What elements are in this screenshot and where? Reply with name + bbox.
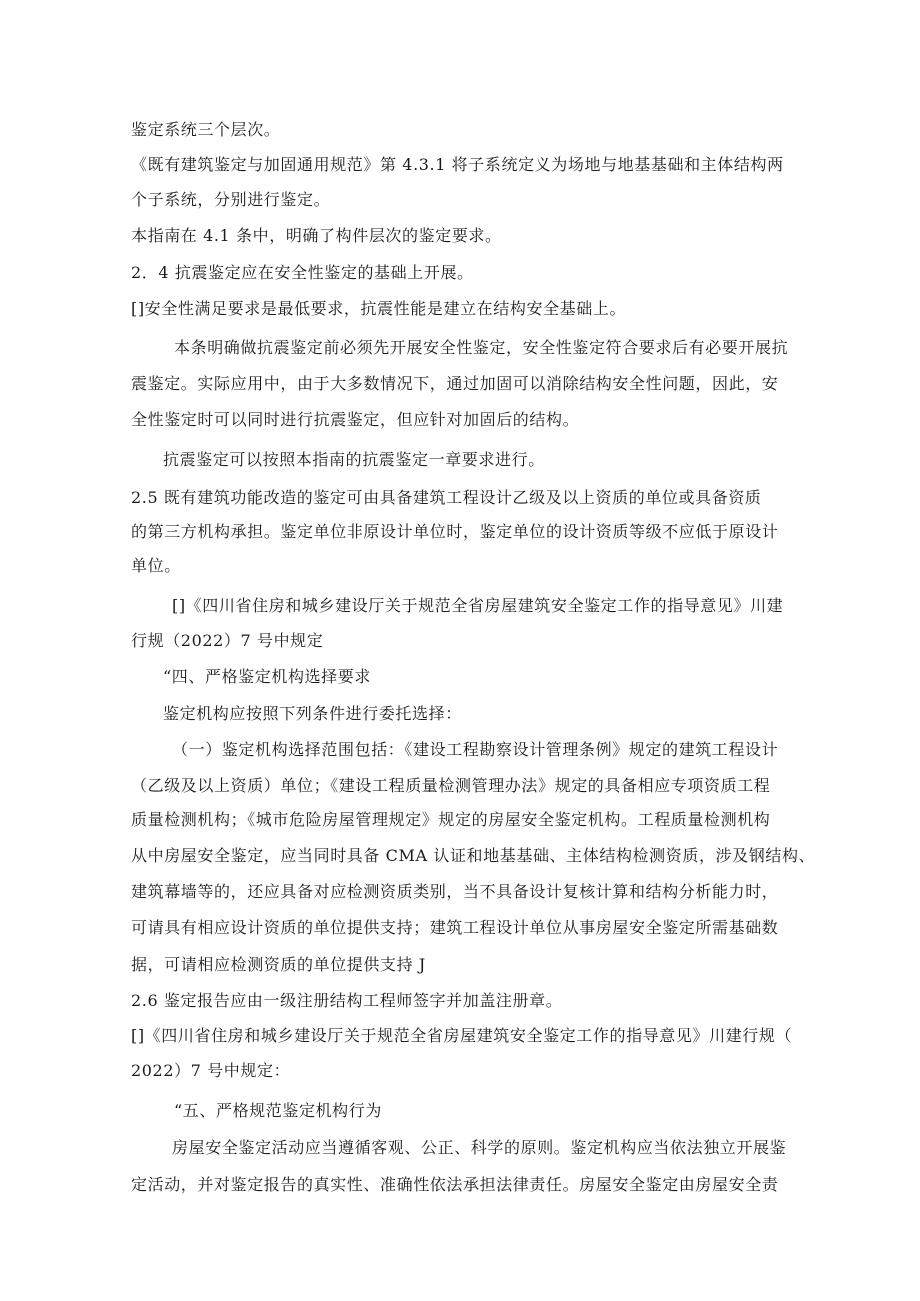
text-line: 2.6 鉴定报告应由一级注册结构工程师签字并加盖注册章。 — [131, 991, 563, 1010]
text-line: 个子系统，分别进行鉴定。 — [131, 190, 331, 209]
text-line: []《四川省住房和城乡建设厅关于规范全省房屋建筑安全鉴定工作的指导意见》川建行规（ — [131, 1026, 793, 1045]
text-line: “五、严格规范鉴定机构行为 — [174, 1101, 382, 1120]
text-line: （一）鉴定机构选择范围包括：《建设工程勘察设计管理条例》规定的建筑工程设计 — [172, 740, 779, 759]
text-line: 建筑幕墙等的，还应具备对应检测资质类别，当不具备设计复核计算和结构分析能力时， — [131, 882, 779, 901]
text-line: 本条明确做抗震鉴定前必须先开展安全性鉴定，安全性鉴定符合要求后有必要开展抗 — [174, 338, 789, 357]
text-line: 《既有建筑鉴定与加固通用规范》第 4.3.1 将子系统定义为场地与地基基础和主体结构两 — [131, 155, 784, 174]
text-line: 2022）7 号中规定： — [131, 1061, 291, 1080]
text-line: []《四川省住房和城乡建设厅关于规范全省房屋建筑安全鉴定工作的指导意见》川建 — [172, 596, 784, 615]
text-line: “四、严格鉴定机构选择要求 — [163, 667, 371, 686]
text-line: []安全性满足要求是最低要求，抗震性能是建立在结构安全基础上。 — [131, 299, 627, 318]
text-line: 单位。 — [131, 556, 181, 575]
text-line: 2．4 抗震鉴定应在安全性鉴定的基础上开展。 — [131, 263, 474, 282]
text-line: 本指南在 4.1 条中，明确了构件层次的鉴定要求。 — [131, 226, 502, 245]
text-line: 质量检测机构；《城市危险房屋管理规定》规定的房屋安全鉴定机构。工程质量检测机构 — [131, 810, 771, 829]
text-line: 抗震鉴定可以按照本指南的抗震鉴定一章要求进行。 — [163, 450, 545, 469]
text-line: 行规（2022）7 号中规定 — [131, 631, 324, 650]
text-line: （乙级及以上资质）单位；《建设工程质量检测管理办法》规定的具备相应专项资质工程 — [131, 776, 771, 795]
text-line: 的第三方机构承担。鉴定单位非原设计单位时，鉴定单位的设计资质等级不应低于原设计 — [131, 522, 779, 541]
text-line: 2.5 既有建筑功能改造的鉴定可由具备建筑工程设计乙级及以上资质的单位或具备资质 — [131, 488, 762, 507]
text-line: 震鉴定。实际应用中，由于大多数情况下，通过加固可以消除结构安全性问题，因此，安 — [131, 374, 779, 393]
text-line: 可请具有相应设计资质的单位提供支持；建筑工程设计单位从事房屋安全鉴定所需基础数 — [131, 918, 779, 937]
text-line: 定活动，并对鉴定报告的真实性、准确性依法承担法律责任。房屋安全鉴定由房屋安全责 — [131, 1175, 779, 1194]
text-line: 据，可请相应检测资质的单位提供支持 J — [131, 955, 426, 974]
text-line: 房屋安全鉴定活动应当遵循客观、公正、科学的原则。鉴定机构应当依法独立开展鉴 — [172, 1138, 787, 1157]
text-line: 鉴定系统三个层次。 — [131, 120, 281, 139]
text-line: 从中房屋安全鉴定，应当同时具备 CMA 认证和地基基础、主体结构检测资质，涉及钢结构、 — [131, 846, 816, 865]
text-line: 鉴定机构应按照下列条件进行委托选择： — [163, 704, 462, 723]
text-line: 全性鉴定时可以同时进行抗震鉴定，但应针对加固后的结构。 — [131, 410, 580, 429]
